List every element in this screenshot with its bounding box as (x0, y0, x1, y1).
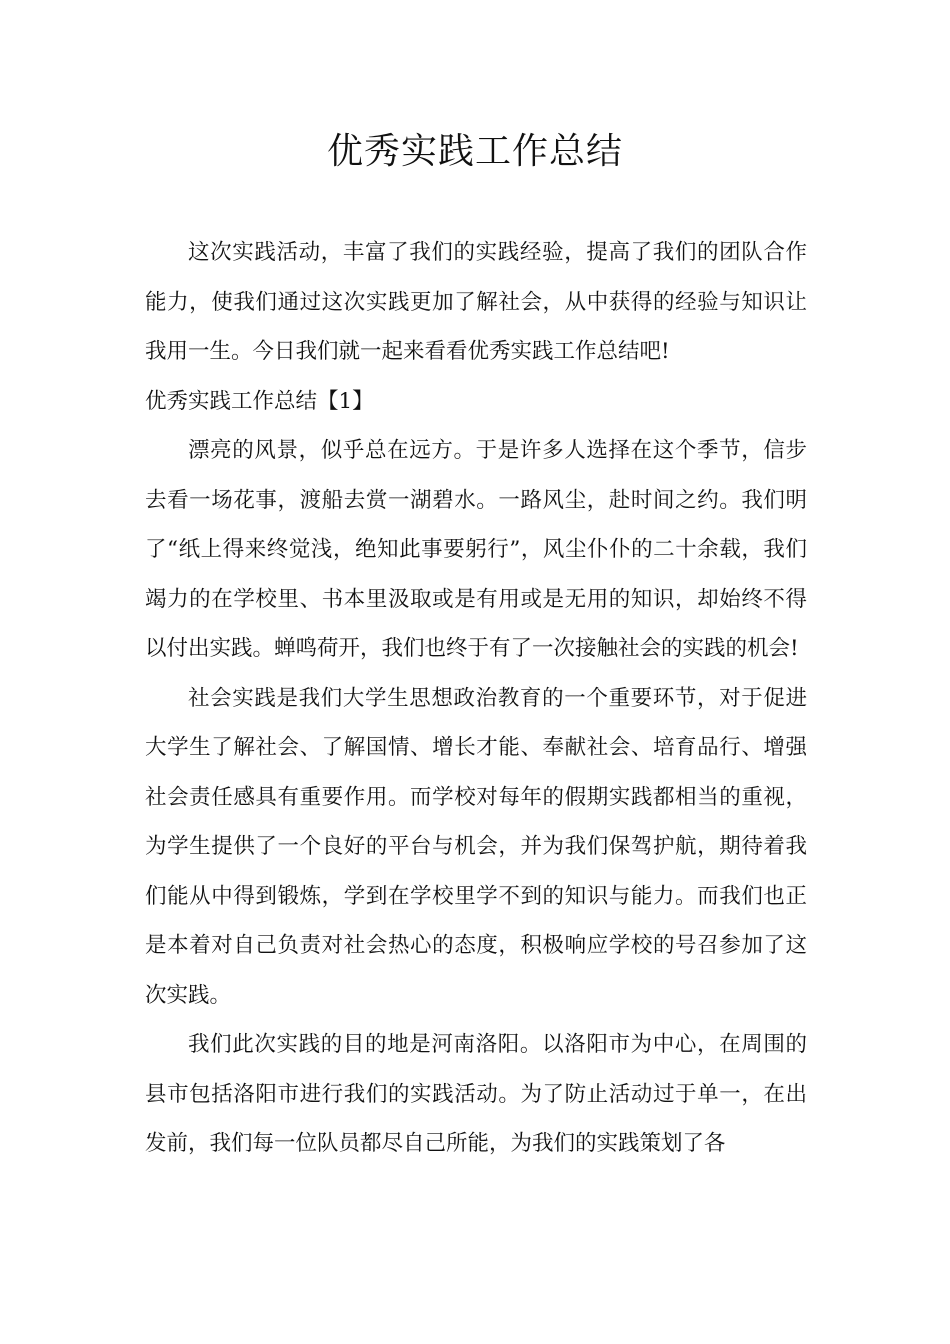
body-paragraph: 漂亮的风景，似乎总在远方。于是许多人选择在这个季节，信步去看一场花事，渡船去赏一湖碧水。一路风尘，赴时间之约。我们明了“纸上得来终觉浅，绝知此事要躬行”，风尘仆仆的二十余载，我们竭力的在学校里、书本里汲取或是有用或是无用的知识，却始终不得以付出实践。蝉鸣荷开，我们也终于有了一次接触社会的实践的机会! (145, 438, 807, 661)
section-heading: 优秀实践工作总结【1】 (145, 388, 374, 414)
document-body (145, 228, 807, 1169)
intro-paragraph: 这次实践活动，丰富了我们的实践经验，提高了我们的团队合作能力，使我们通过这次实践更加了解社会，从中获得的经验与知识让我用一生。今日我们就一起来看看优秀实践工作总结吧! (145, 240, 807, 364)
body-paragraph: 我们此次实践的目的地是河南洛阳。以洛阳市为中心，在周围的县市包括洛阳市进行我们的实践活动。为了防止活动过于单一，在出发前，我们每一位队员都尽自己所能，为我们的实践策划了各 (145, 1032, 807, 1156)
body-paragraph: 社会实践是我们大学生思想政治教育的一个重要环节，对于促进大学生了解社会、了解国情、增长才能、奉献社会、培育品行、增强社会责任感具有重要作用。而学校对每年的假期实践都相当的重视，为学生提供了一个良好的平台与机会，并为我们保驾护航，期待着我们能从中得到锻炼，学到在学校里学不到的知识与能力。而我们也正是本着对自己负责对社会热心的态度，积极响应学校的号召参加了这次实践。 (145, 685, 807, 1008)
document-title: 优秀实践工作总结 (326, 131, 623, 172)
